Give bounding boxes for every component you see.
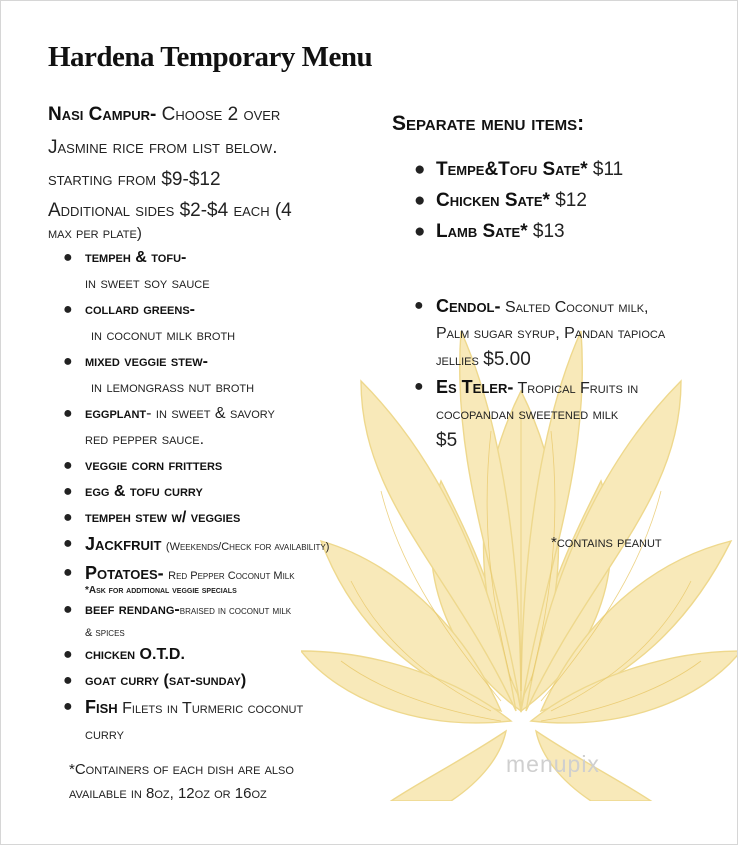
list-item: ● chicken O.T.D. [63,642,363,668]
bullet-icon: ● [63,509,73,526]
bullet-icon: ● [414,159,426,180]
peanut-note: *contains peanut [551,534,662,551]
bullet-icon: ● [63,601,73,618]
nasi-campur-choose: Choose 2 over [161,104,281,125]
nasi-campur-line-2: Jasmine rice from list below. [48,137,278,158]
list-item: ● Es Teler- Tropical Fruits in cocopandan sweetened milk $5 [414,374,724,455]
containers-note-line-2: available in 8oz, 12oz or 16oz [69,785,267,802]
bullet-icon: ● [63,535,73,552]
bullet-icon: ● [63,698,73,715]
list-item: ● Lamb Sate* $13 [414,216,724,247]
nasi-campur-line-1 [48,104,280,126]
watermark: menupix [506,751,600,777]
dessert-list [414,293,724,455]
sate-list [414,154,724,247]
list-item: ● veggie corn fritters [63,453,363,479]
separate-menu-heading: Separate menu items: [392,112,585,135]
nasi-campur-heading: Nasi Campur- [48,104,157,125]
list-item: ● beef rendang-braised in coconut milk & spices [63,597,363,642]
bullet-icon: ● [63,249,73,266]
side-dish-list [63,245,363,748]
menu-title: Hardena Temporary Menu [48,41,373,73]
bullet-icon: ● [63,672,73,689]
list-item: ● tempeh & tofu- in sweet soy sauce [63,245,363,297]
list-item: ● Chicken Sate* $12 [414,185,724,216]
list-item: ● Fish Filets in Turmeric coconut curry [63,694,363,748]
max-per-plate: max per plate) [48,225,142,242]
additional-sides: Additional sides $2-$4 each (4 [48,200,292,221]
bullet-icon: ● [63,483,73,500]
list-item: ● collard greens- in coconut milk broth [63,297,363,349]
list-item: ● tempeh stew w/ veggies [63,505,363,531]
bullet-icon: ● [63,564,73,581]
list-item: ● eggplant- in sweet & savory red pepper sauce. [63,401,363,453]
bullet-icon: ● [414,221,426,242]
bullet-icon: ● [63,405,73,422]
bullet-icon: ● [63,646,73,663]
list-item: ● egg & tofu curry [63,479,363,505]
list-item: ● goat curry (sat-sunday) [63,668,363,694]
list-item: ● Cendol- Salted Coconut milk, Palm sugar syrup, Pandan tapioca jellies $5.00 [414,293,724,374]
containers-note-line-1: *Containers of each dish are also [69,761,294,778]
bullet-icon: ● [63,301,73,318]
bullet-icon: ● [414,378,424,395]
bullet-icon: ● [63,353,73,370]
nasi-campur-price: starting from $9-$12 [48,169,221,190]
bullet-icon: ● [63,457,73,474]
list-item: ● Tempe&Tofu Sate* $11 [414,154,724,185]
list-item: ● mixed veggie stew- in lemongrass nut broth [63,349,363,401]
bullet-icon: ● [414,190,426,211]
bullet-icon: ● [414,297,424,314]
list-item: ● Potatoes- Red Pepper Coconut Milk *Ask for additional veggie specials [63,560,363,597]
list-item: ● Jackfruit (Weekends/Check for availability) [63,531,363,560]
